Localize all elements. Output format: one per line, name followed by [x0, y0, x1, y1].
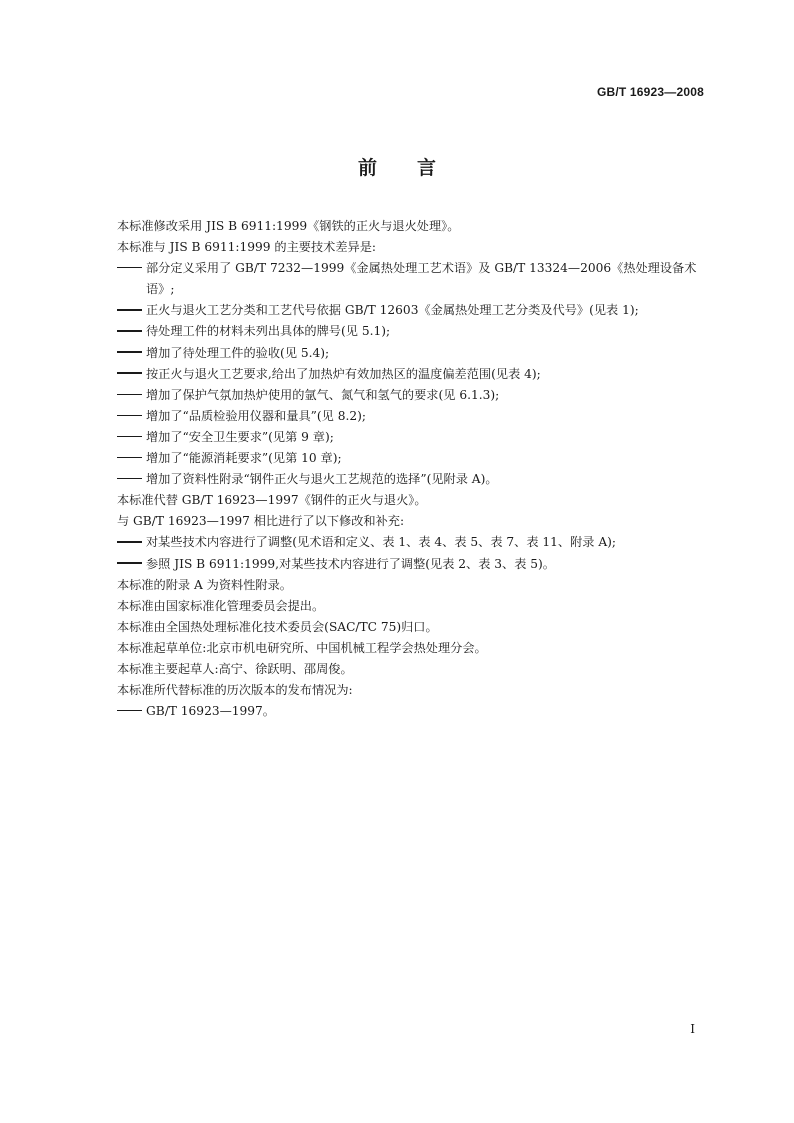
foreword-content: [117, 216, 697, 722]
dash-icon: [117, 406, 146, 427]
list-item: 按正火与退火工艺要求,给出了加热炉有效加热区的温度偏差范围(见表 4);: [117, 364, 697, 385]
page-number: I: [690, 1022, 695, 1036]
list-item: GB/T 16923—1997。: [117, 701, 697, 722]
paragraph: 与 GB/T 16923—1997 相比进行了以下修改和补充:: [117, 514, 405, 529]
paragraph: 本标准主要起草人:高宁、徐跃明、邵周俊。: [117, 661, 353, 676]
dash-icon: [117, 427, 146, 448]
list-item: 增加了“能源消耗要求”(见第 10 章);: [117, 448, 697, 469]
paragraph: 本标准由全国热处理标准化技术委员会(SAC/TC 75)归口。: [117, 619, 438, 634]
paragraph: 本标准代替 GB/T 16923—1997《钢件的正火与退火》。: [117, 493, 427, 508]
dash-icon: [117, 300, 146, 321]
list-item: 增加了“品质检验用仪器和量具”(见 8.2);: [117, 406, 697, 427]
dash-icon: [117, 469, 146, 490]
paragraph: 本标准的附录 A 为资料性附录。: [117, 577, 292, 592]
dash-icon: [117, 321, 146, 342]
dash-icon: [117, 258, 146, 279]
paragraph: 本标准起草单位:北京市机电研究所、中国机械工程学会热处理分会。: [117, 640, 487, 655]
dash-icon: [117, 385, 146, 406]
paragraph: 本标准所代替标准的历次版本的发布情况为:: [117, 683, 353, 698]
list-item: 增加了“安全卫生要求”(见第 9 章);: [117, 427, 697, 448]
list-item: 增加了资料性附录“钢件正火与退火工艺规范的选择”(见附录 A)。: [117, 469, 697, 490]
list-item: 正火与退火工艺分类和工艺代号依据 GB/T 12603《金属热处理工艺分类及代号》(见表 1);: [117, 300, 697, 321]
list-item: 增加了待处理工件的验收(见 5.4);: [117, 343, 697, 364]
dash-icon: [117, 701, 146, 722]
list-item: 对某些技术内容进行了调整(见术语和定义、表 1、表 4、表 5、表 7、表 11、附录 A);: [117, 532, 697, 553]
dash-icon: [117, 532, 146, 553]
paragraph: 本标准由国家标准化管理委员会提出。: [117, 598, 325, 613]
list-item: 参照 JIS B 6911:1999,对某些技术内容进行了调整(见表 2、表 3、表 5)。: [117, 554, 697, 575]
dash-icon: [117, 364, 146, 385]
paragraph: 本标准修改采用 JIS B 6911:1999《钢铁的正火与退火处理》。: [117, 219, 460, 233]
dash-icon: [117, 448, 146, 469]
dash-icon: [117, 343, 146, 364]
list-item: 部分定义采用了 GB/T 7232—1999《金属热处理工艺术语》及 GB/T 13324—2006《热处理设备术语》;: [117, 258, 697, 300]
list-item: 待处理工件的材料未列出具体的牌号(见 5.1);: [117, 321, 697, 342]
paragraph: 本标准与 JIS B 6911:1999 的主要技术差异是:: [117, 240, 376, 255]
dash-icon: [117, 554, 146, 575]
page-title: 前言: [357, 157, 476, 179]
standard-code: GB/T 16923—2008: [596, 85, 704, 99]
list-item: 增加了保护气氛加热炉使用的氩气、氮气和氢气的要求(见 6.1.3);: [117, 385, 697, 406]
